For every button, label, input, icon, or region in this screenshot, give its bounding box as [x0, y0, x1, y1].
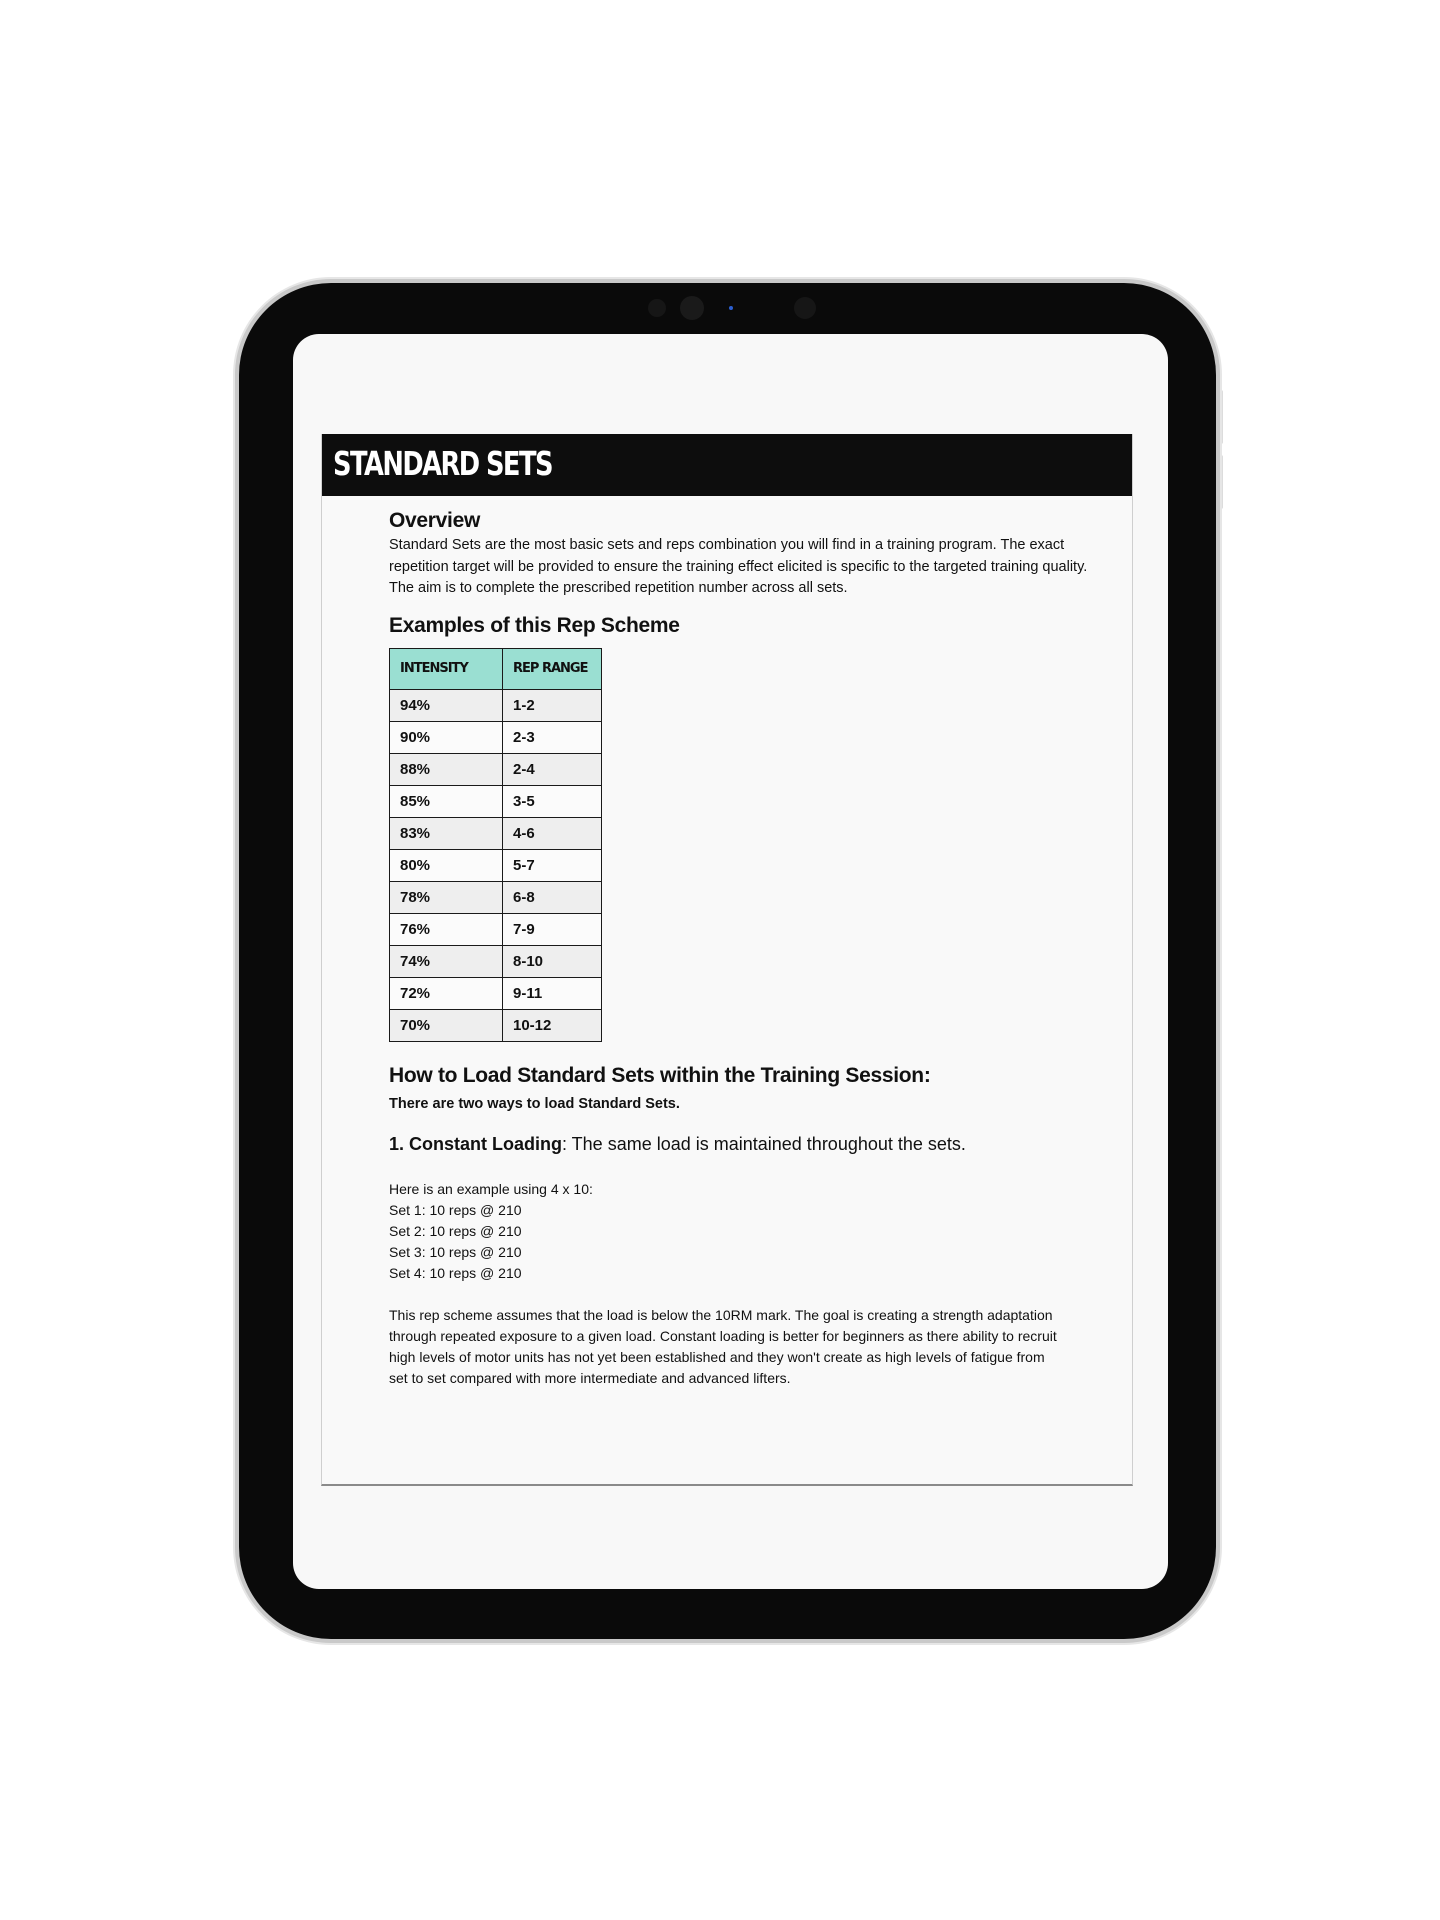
intensity-cell: 94%	[390, 689, 503, 721]
table-row	[390, 689, 602, 721]
sensor-icon	[648, 299, 666, 317]
rep-range-cell: 6-8	[503, 881, 602, 913]
constant-loading-line	[389, 1134, 1099, 1155]
rep-range-cell: 5-7	[503, 849, 602, 881]
table-row	[390, 913, 602, 945]
table-row	[390, 977, 602, 1009]
table-row	[390, 1009, 602, 1041]
sensor-icon	[794, 297, 816, 319]
camera-icon	[680, 296, 704, 320]
example-set-line: Set 4: 10 reps @ 210	[389, 1264, 522, 1281]
intensity-cell: 78%	[390, 881, 503, 913]
intensity-cell: 83%	[390, 817, 503, 849]
rep-range-cell: 2-3	[503, 721, 602, 753]
rep-range-cell: 3-5	[503, 785, 602, 817]
rep-range-cell: 2-4	[503, 753, 602, 785]
intensity-cell: 70%	[390, 1009, 503, 1041]
table-row	[390, 881, 602, 913]
example-set-line: Set 1: 10 reps @ 210	[389, 1201, 522, 1218]
rep-range-cell: 7-9	[503, 913, 602, 945]
closing-paragraph: This rep scheme assumes that the load is below the 10RM mark. The goal is creating a strength adaptation through repeated exposure to a given load. Constant loading is better for beginners as there ability to recruit high levels of motor units has not yet been established and they won't create as high levels of fatigue from set to set compared with more intermediate and advanced lifters.	[389, 1306, 1057, 1386]
table-row	[390, 721, 602, 753]
rep-range-cell: 8-10	[503, 945, 602, 977]
table-row	[390, 817, 602, 849]
example-intro: Here is an example using 4 x 10:	[389, 1180, 593, 1197]
table-row	[390, 945, 602, 977]
volume-up-button[interactable]	[1218, 390, 1223, 444]
tablet-screen[interactable]	[293, 334, 1168, 1589]
example-block	[389, 1179, 1099, 1284]
rep-range-cell: 10-12	[503, 1009, 602, 1041]
table-row	[390, 753, 602, 785]
load-heading: How to Load Standard Sets within the Training Session:	[389, 1063, 931, 1087]
table-header-row	[390, 648, 602, 689]
intensity-cell: 85%	[390, 785, 503, 817]
example-set-line: Set 2: 10 reps @ 210	[389, 1222, 522, 1239]
intensity-cell: 80%	[390, 849, 503, 881]
rep-range-cell: 1-2	[503, 689, 602, 721]
rep-scheme-table	[389, 648, 602, 1042]
intensity-cell: 74%	[390, 945, 503, 977]
overview-heading: Overview	[389, 509, 480, 532]
header-intensity: INTENSITY	[390, 648, 503, 689]
intensity-cell: 76%	[390, 913, 503, 945]
table-row	[390, 849, 602, 881]
document-page[interactable]	[321, 434, 1133, 1486]
volume-down-button[interactable]	[1218, 455, 1223, 509]
overview-paragraph: Standard Sets are the most basic sets and reps combination you will find in a training program. The exact repetition target will be provided to ensure the training effect elicited is specific to the targeted training quality. The aim is to complete the prescribed repetition number across all sets.	[389, 537, 1088, 596]
table-row	[390, 785, 602, 817]
title-bar	[322, 434, 1132, 496]
indicator-light-icon	[729, 306, 733, 310]
load-subheading: There are two ways to load Standard Sets.	[389, 1095, 680, 1112]
rep-range-cell: 4-6	[503, 817, 602, 849]
constant-loading-label: 1. Constant Loading	[389, 1133, 562, 1154]
intensity-cell: 88%	[390, 753, 503, 785]
page-title: STANDARD SETS	[333, 444, 552, 483]
intensity-cell: 90%	[390, 721, 503, 753]
constant-loading-text: : The same load is maintained throughout the sets.	[562, 1133, 966, 1154]
example-set-line: Set 3: 10 reps @ 210	[389, 1243, 522, 1260]
document-content	[389, 509, 1099, 1403]
rep-range-cell: 9-11	[503, 977, 602, 1009]
header-rep-range: REP RANGE	[503, 648, 602, 689]
intensity-cell: 72%	[390, 977, 503, 1009]
examples-heading: Examples of this Rep Scheme	[389, 613, 680, 637]
